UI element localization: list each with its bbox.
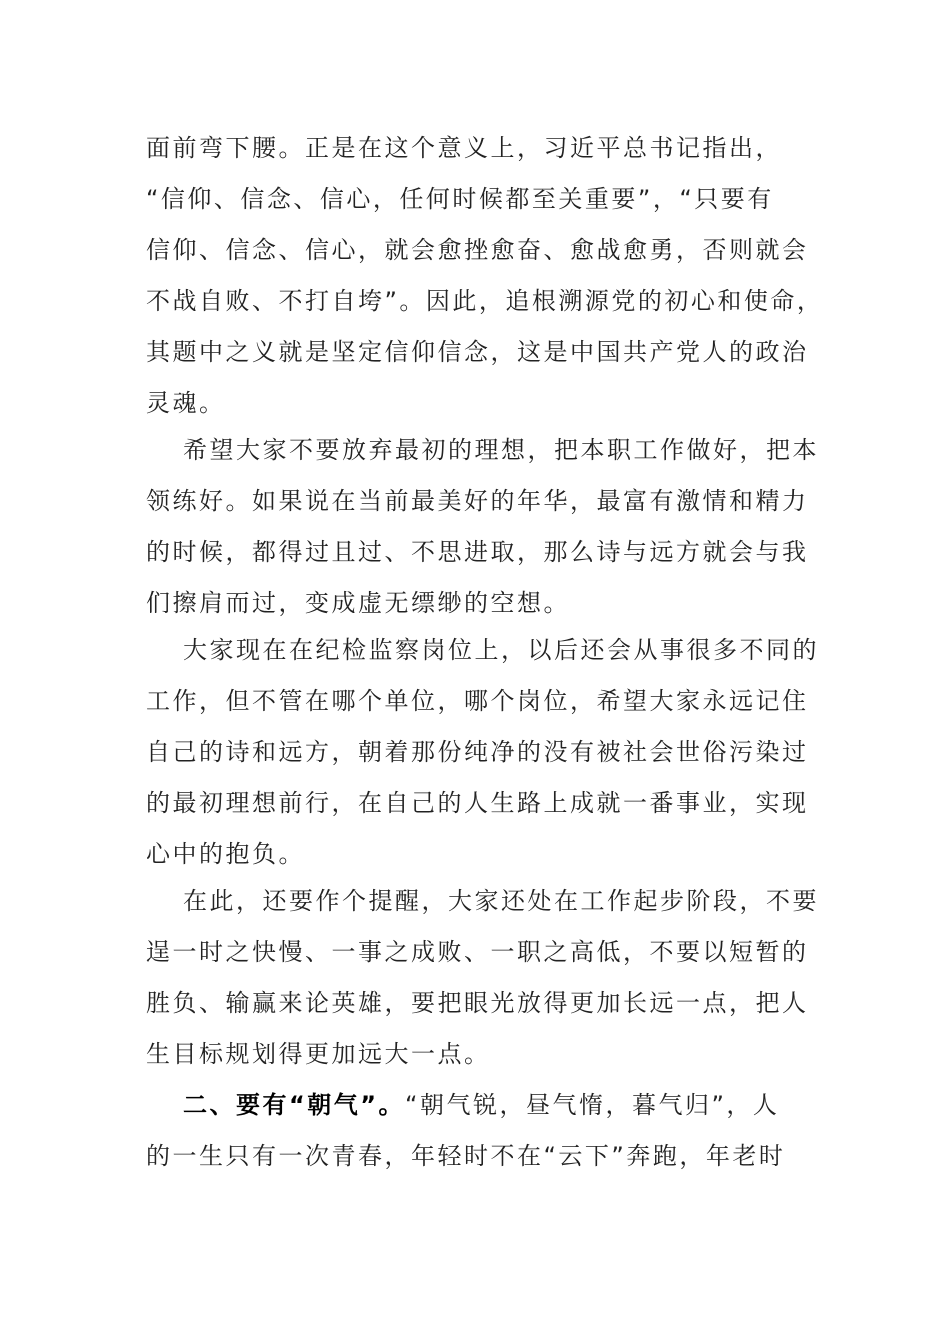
text-line: 领练好。如果说在当前最美好的年华，最富有激情和精力: [146, 487, 809, 515]
text-line: 的最初理想前行，在自己的人生路上成就一番事业，实现: [146, 789, 809, 817]
text-line: “信仰、信念、信心，任何时候都至关重要”，“只要有: [146, 185, 774, 213]
text-line: 的一生只有一次青春，年轻时不在“云下”奔跑，年老时: [146, 1142, 786, 1170]
text-line: 生目标规划得更加远大一点。: [146, 1040, 491, 1068]
section-heading-line: [183, 1083, 779, 1127]
text-line: 其题中之义就是坚定信仰信念，这是中国共产党人的政治: [146, 338, 809, 366]
text-line: 自己的诗和远方，朝着那份纯净的没有被社会世俗污染过: [146, 738, 809, 766]
text-line: 在此，还要作个提醒，大家还处在工作起步阶段，不要: [183, 887, 819, 915]
text-line: 工作，但不管在哪个单位，哪个岗位，希望大家永远记住: [146, 687, 809, 715]
text-line: 们擦肩而过，变成虚无缥缈的空想。: [146, 589, 570, 617]
section-heading: 二、要有“朝气”。: [183, 1091, 406, 1119]
text-line: 不战自败、不打自垮”。因此，追根溯源党的初心和使命，: [146, 287, 824, 315]
text-line: 面前弯下腰。正是在这个意义上，习近平总书记指出，: [146, 134, 782, 162]
text-line: 胜负、输赢来论英雄，要把眼光放得更加长远一点，把人: [146, 989, 809, 1017]
text-line: 大家现在在纪检监察岗位上，以后还会从事很多不同的: [183, 636, 819, 664]
text-line: 的时候，都得过且过、不思进取，那么诗与远方就会与我: [146, 538, 809, 566]
text-line: 心中的抱负。: [146, 840, 305, 868]
text-line: 灵魂。: [146, 389, 226, 417]
text-line: 信仰、信念、信心，就会愈挫愈奋、愈战愈勇，否则就会: [146, 236, 809, 264]
text-line: 逞一时之快慢、一事之成败、一职之高低，不要以短暂的: [146, 938, 809, 966]
text-line: 希望大家不要放弃最初的理想，把本职工作做好，把本: [183, 436, 819, 464]
section-heading-text: “朝气锐，昼气惰，暮气归”，人: [405, 1091, 780, 1119]
